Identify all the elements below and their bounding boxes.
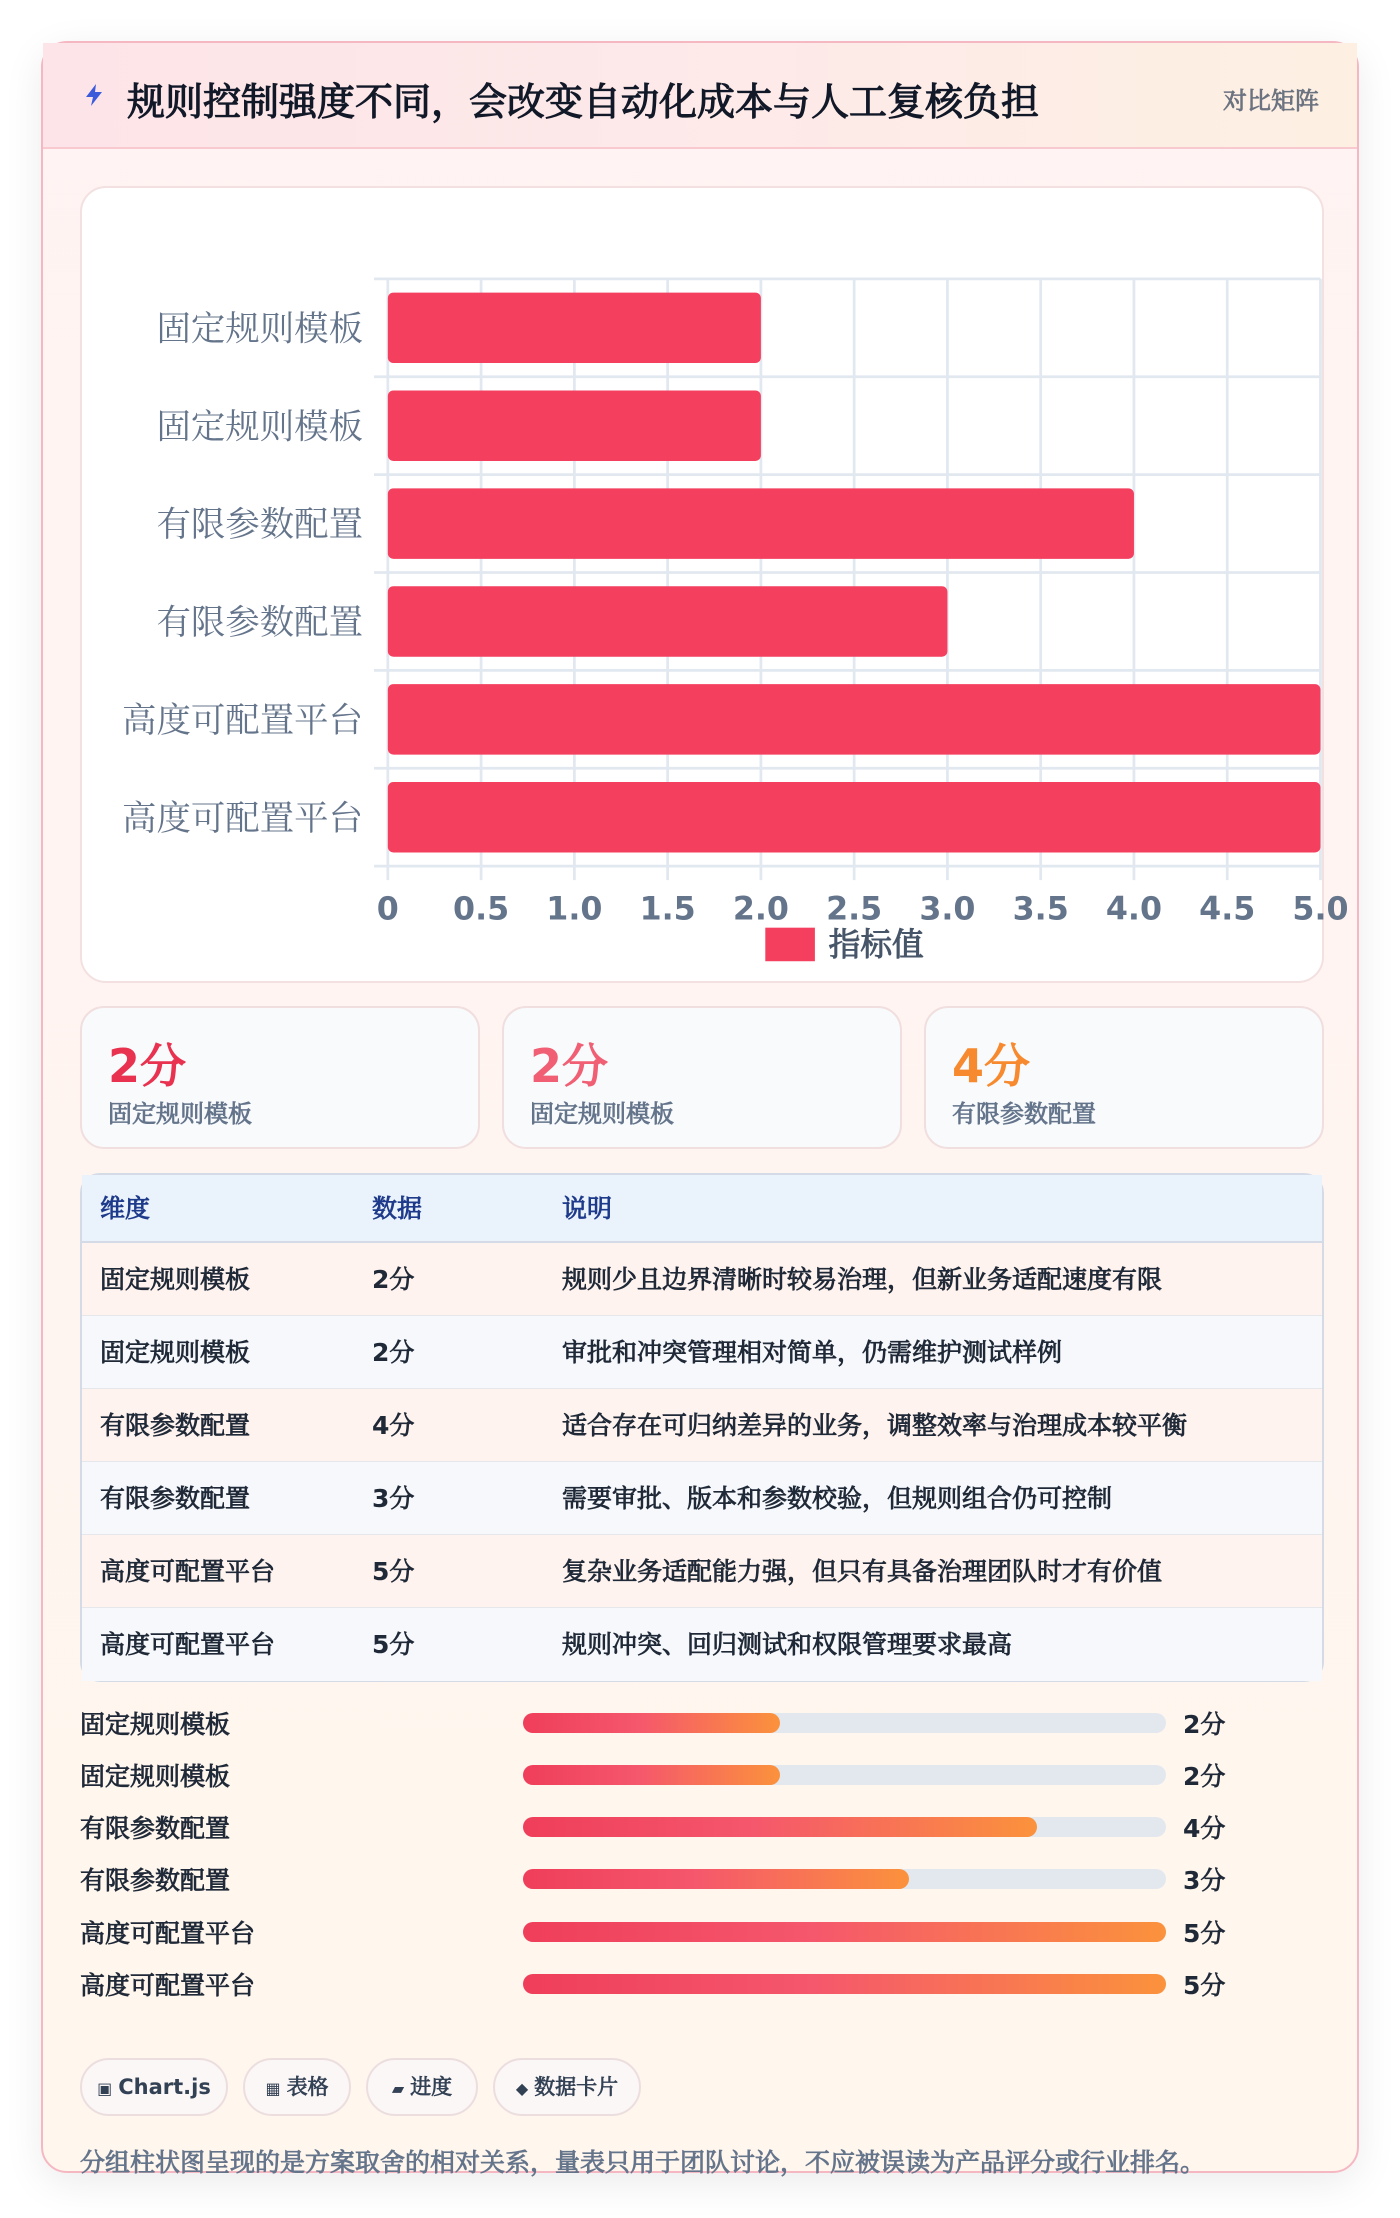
progress-row	[80, 1805, 1324, 1845]
x-tick-label: 1.0	[546, 889, 603, 928]
page-title: 规则控制强度不同，会改变自动化成本与人工复核负担	[127, 80, 1040, 124]
table-row	[82, 1243, 1322, 1316]
table-cell: 固定规则模板	[100, 1265, 251, 1294]
x-tick-label: 4.0	[1105, 889, 1163, 928]
table-row	[82, 1316, 1322, 1389]
chip-label: 数据卡片	[534, 2075, 619, 2099]
stat-card	[502, 1006, 902, 1149]
stat-card	[924, 1006, 1324, 1149]
progress-track	[523, 1974, 1166, 1994]
progress-icon: ▰	[391, 2079, 405, 2098]
x-tick-label: 2.0	[732, 889, 789, 928]
legend-swatch	[765, 928, 815, 962]
progress-row	[80, 1910, 1324, 1950]
table-cell: 5分	[372, 1557, 415, 1586]
table-cell: 有限参数配置	[100, 1484, 251, 1513]
progress-track	[523, 1713, 1166, 1733]
y-category-label: 有限参数配置	[156, 504, 364, 546]
progress-fill	[523, 1765, 780, 1785]
bar	[388, 488, 1134, 558]
progress-label: 高度可配置平台	[80, 1919, 256, 1948]
footnote: 分组柱状图呈现的是方案取舍的相对关系，量表只用于团队讨论，不应被误读为产品评分或行业排名。	[80, 2148, 1206, 2177]
y-category-label: 固定规则模板	[156, 309, 364, 350]
chip-label: 表格	[286, 2075, 329, 2099]
stat-label: 固定规则模板	[530, 1100, 674, 1128]
stat-value: 2分	[530, 1039, 609, 1093]
progress-track	[523, 1817, 1166, 1837]
bar	[388, 293, 761, 363]
table-row	[82, 1389, 1322, 1462]
chart-icon: ▣	[97, 2079, 113, 2098]
table-cell: 有限参数配置	[100, 1411, 251, 1440]
table-row	[82, 1535, 1322, 1608]
table-cell: 5分	[372, 1630, 415, 1659]
bar	[388, 684, 1321, 754]
stat-card	[80, 1006, 480, 1149]
table-header-cell: 维度	[100, 1194, 151, 1223]
table-cell: 高度可配置平台	[100, 1630, 276, 1659]
x-tick-label: 0.5	[453, 889, 510, 928]
y-category-label: 有限参数配置	[156, 602, 364, 644]
table-cell: 2分	[372, 1265, 415, 1294]
x-tick-label: 0	[376, 889, 399, 928]
table-cell: 2分	[372, 1338, 415, 1367]
x-tick-label: 2.5	[826, 889, 883, 928]
lightning-icon	[83, 83, 105, 107]
progress-fill	[523, 1869, 909, 1889]
table-header-row	[82, 1175, 1322, 1243]
progress-fill	[523, 1922, 1166, 1942]
stat-label: 有限参数配置	[952, 1100, 1096, 1128]
table-cell: 固定规则模板	[100, 1338, 251, 1367]
progress-label: 有限参数配置	[80, 1866, 231, 1895]
table-cell: 需要审批、版本和参数校验，但规则组合仍可控制	[562, 1484, 1113, 1513]
progress-value: 2分	[1183, 1762, 1226, 1791]
header-bar	[43, 43, 1357, 149]
chip-table[interactable]	[243, 2058, 351, 2116]
y-category-label: 固定规则模板	[156, 407, 364, 448]
progress-value: 4分	[1183, 1814, 1226, 1843]
x-tick-label: 5.0	[1292, 889, 1349, 928]
table-header-cell: 数据	[372, 1194, 423, 1223]
progress-fill	[523, 1974, 1166, 1994]
x-tick-label: 3.0	[919, 889, 976, 928]
header-tag: 对比矩阵	[1223, 87, 1319, 115]
table-cell: 适合存在可归纳差异的业务，调整效率与治理成本较平衡	[562, 1411, 1188, 1440]
chip-chartjs[interactable]	[80, 2058, 228, 2116]
table-cell: 规则少且边界清晰时较易治理，但新业务适配速度有限	[562, 1265, 1163, 1294]
chip-data-cards[interactable]	[493, 2058, 641, 2116]
x-tick-label: 1.5	[639, 889, 696, 928]
y-category-label: 高度可配置平台	[122, 798, 364, 839]
y-category-label: 高度可配置平台	[122, 700, 364, 741]
progress-label: 固定规则模板	[80, 1710, 231, 1739]
chip-label: Chart.js	[118, 2075, 211, 2099]
progress-track	[523, 1869, 1166, 1889]
stat-value: 2分	[108, 1039, 187, 1093]
table-cell: 高度可配置平台	[100, 1557, 276, 1586]
table-row	[82, 1608, 1322, 1681]
progress-label: 高度可配置平台	[80, 1971, 256, 2000]
stat-value: 4分	[952, 1039, 1031, 1093]
progress-value: 5分	[1183, 1971, 1226, 2000]
x-tick-label: 4.5	[1199, 889, 1256, 928]
table-icon: ▦	[265, 2079, 281, 2098]
progress-fill	[523, 1817, 1037, 1837]
table-cell: 3分	[372, 1484, 415, 1513]
table-row	[82, 1462, 1322, 1535]
chip-label: 进度	[410, 2075, 453, 2099]
bar-chart	[80, 186, 1349, 983]
table-cell: 审批和冲突管理相对简单，仍需维护测试样例	[562, 1338, 1063, 1367]
stat-label: 固定规则模板	[108, 1100, 252, 1128]
data-table	[80, 1173, 1324, 1682]
progress-row	[80, 1857, 1324, 1897]
main-card	[41, 41, 1359, 2177]
table-header-cell: 说明	[562, 1194, 613, 1223]
bar	[388, 390, 761, 460]
progress-value: 5分	[1183, 1919, 1226, 1948]
table-cell: 4分	[372, 1411, 415, 1440]
progress-value: 3分	[1183, 1866, 1226, 1895]
table-cell: 复杂业务适配能力强，但只有具备治理团队时才有价值	[562, 1557, 1163, 1586]
table-cell: 规则冲突、回归测试和权限管理要求最高	[562, 1630, 1013, 1659]
progress-track	[523, 1765, 1166, 1785]
legend-label: 指标值	[828, 925, 924, 964]
bar	[388, 782, 1321, 852]
progress-row	[80, 1701, 1324, 1741]
progress-label: 固定规则模板	[80, 1762, 231, 1791]
progress-label: 有限参数配置	[80, 1814, 231, 1843]
bar	[388, 586, 948, 656]
progress-track	[523, 1922, 1166, 1942]
progress-value: 2分	[1183, 1710, 1226, 1739]
chip-progress[interactable]	[366, 2058, 478, 2116]
x-tick-label: 3.5	[1012, 889, 1069, 928]
progress-row	[80, 1962, 1324, 2002]
progress-row	[80, 1753, 1324, 1793]
progress-fill	[523, 1713, 780, 1733]
bar-chart-svg	[82, 188, 1349, 985]
card-icon: ◆	[515, 2079, 529, 2098]
